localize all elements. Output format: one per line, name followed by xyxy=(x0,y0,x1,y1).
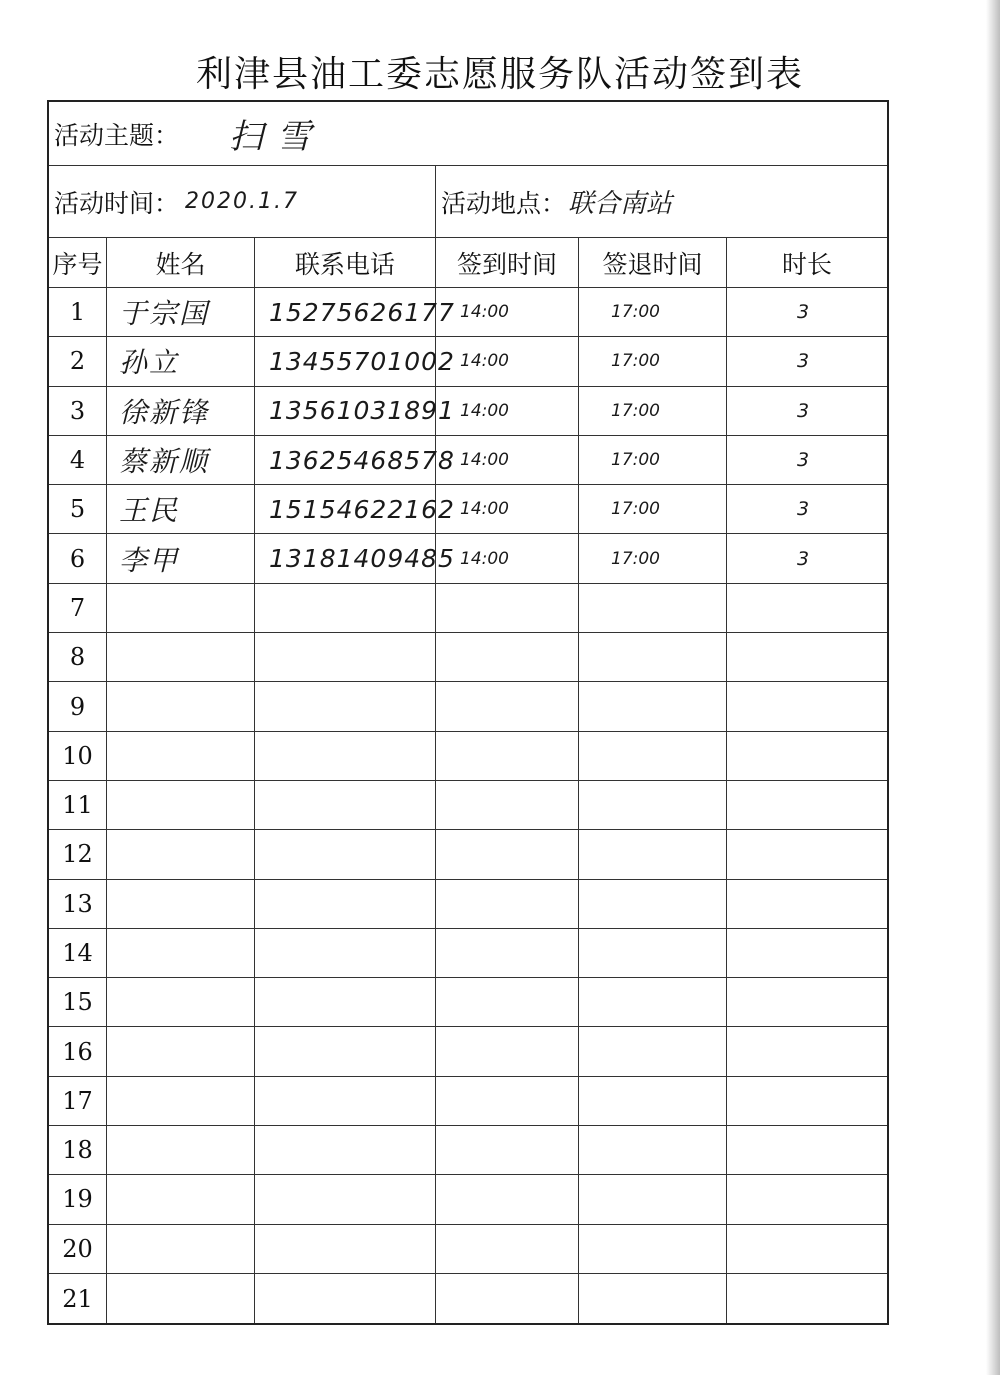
place-label: 活动地点： xyxy=(441,188,567,218)
row-checkout xyxy=(579,584,727,632)
row-duration: 3 xyxy=(797,449,810,472)
row-name xyxy=(107,1175,255,1223)
place-value: 联合南站 xyxy=(568,189,673,219)
row-duration xyxy=(727,830,887,878)
table-row xyxy=(49,1225,887,1274)
table-body xyxy=(49,288,887,1323)
row-checkout xyxy=(579,633,727,681)
header-phone: 联系电话 xyxy=(255,238,436,287)
row-number: 21 xyxy=(49,1274,107,1323)
row-checkin: 14:00 xyxy=(436,288,579,336)
row-number: 11 xyxy=(49,781,107,829)
row-number: 13 xyxy=(49,880,107,928)
time-cell xyxy=(49,166,436,237)
row-checkin xyxy=(436,1274,579,1323)
table-row xyxy=(49,1126,887,1175)
row-name xyxy=(107,682,255,730)
row-duration xyxy=(727,1126,887,1174)
row-checkout xyxy=(579,880,727,928)
row-duration xyxy=(727,1027,887,1075)
row-phone xyxy=(255,880,436,928)
row-checkin xyxy=(436,732,579,780)
row-phone xyxy=(255,978,436,1026)
row-name xyxy=(107,929,255,977)
row-checkin xyxy=(436,830,579,878)
topic-value: 扫雪 xyxy=(229,117,326,157)
table-row xyxy=(49,682,887,731)
row-duration: 3 xyxy=(797,399,810,422)
place-cell xyxy=(436,166,887,237)
row-name xyxy=(107,1126,255,1174)
row-duration xyxy=(727,1175,887,1223)
row-phone xyxy=(255,584,436,632)
row-name xyxy=(107,1077,255,1125)
form-title: 利津县油工委志愿服务队活动签到表 xyxy=(195,54,804,95)
row-duration xyxy=(727,978,887,1026)
row-checkout xyxy=(579,1175,727,1223)
row-duration xyxy=(727,929,887,977)
row-duration xyxy=(727,781,887,829)
row-number: 9 xyxy=(49,682,107,730)
table-row xyxy=(49,1175,887,1224)
table-row xyxy=(49,584,887,633)
row-checkin xyxy=(436,929,579,977)
row-name xyxy=(107,880,255,928)
row-checkin xyxy=(436,584,579,632)
time-place-row xyxy=(49,166,887,238)
row-number: 2 xyxy=(49,337,107,385)
scan-edge-shadow xyxy=(986,0,1000,1375)
header-no: 序号 xyxy=(49,238,107,287)
row-checkin xyxy=(436,1126,579,1174)
row-number: 19 xyxy=(49,1175,107,1223)
row-checkin xyxy=(436,1175,579,1223)
row-checkout: 17:00 xyxy=(579,534,727,582)
header-checkin: 签到时间 xyxy=(436,238,579,287)
table-row xyxy=(49,781,887,830)
row-checkin xyxy=(436,880,579,928)
row-checkin xyxy=(436,978,579,1026)
row-phone: 13561031891 xyxy=(255,387,436,435)
table-row xyxy=(49,1274,887,1323)
table-row xyxy=(49,633,887,682)
header-name: 姓名 xyxy=(107,238,255,287)
row-checkin: 14:00 xyxy=(436,485,579,533)
row-name: 孙立 xyxy=(107,337,255,385)
row-duration xyxy=(727,1225,887,1273)
row-number: 16 xyxy=(49,1027,107,1075)
row-number: 14 xyxy=(49,929,107,977)
row-number: 7 xyxy=(49,584,107,632)
row-duration xyxy=(727,584,887,632)
signin-sheet xyxy=(47,100,889,1325)
row-phone: 13625468578 xyxy=(255,436,436,484)
row-checkin xyxy=(436,1027,579,1075)
row-duration: 3 xyxy=(797,350,810,373)
table-row xyxy=(49,732,887,781)
row-phone: 13455701002 xyxy=(255,337,436,385)
row-phone xyxy=(255,1077,436,1125)
row-checkout xyxy=(579,1225,727,1273)
row-name xyxy=(107,732,255,780)
row-checkout xyxy=(579,1126,727,1174)
topic-row xyxy=(49,102,887,166)
row-checkout: 17:00 xyxy=(579,485,727,533)
row-checkout xyxy=(579,781,727,829)
row-duration xyxy=(727,633,887,681)
row-name xyxy=(107,633,255,681)
row-duration xyxy=(727,1077,887,1125)
row-duration xyxy=(727,732,887,780)
row-name xyxy=(107,1225,255,1273)
row-number: 10 xyxy=(49,732,107,780)
row-number: 4 xyxy=(49,436,107,484)
row-number: 15 xyxy=(49,978,107,1026)
row-checkin: 14:00 xyxy=(436,337,579,385)
row-number: 8 xyxy=(49,633,107,681)
row-phone xyxy=(255,732,436,780)
row-checkin: 14:00 xyxy=(436,534,579,582)
row-name xyxy=(107,830,255,878)
row-name: 于宗国 xyxy=(107,288,255,336)
row-name xyxy=(107,1274,255,1323)
table-row xyxy=(49,337,887,386)
row-name: 王民 xyxy=(107,485,255,533)
row-phone xyxy=(255,1175,436,1223)
row-phone: 15275626177 xyxy=(255,288,436,336)
time-value: 2020.1.7 xyxy=(185,189,299,214)
row-checkin xyxy=(436,682,579,730)
row-checkout: 17:00 xyxy=(579,288,727,336)
row-duration xyxy=(727,1274,887,1323)
row-checkin xyxy=(436,1225,579,1273)
table-row xyxy=(49,485,887,534)
row-phone xyxy=(255,682,436,730)
row-number: 17 xyxy=(49,1077,107,1125)
row-checkout xyxy=(579,929,727,977)
topic-label: 活动主题： xyxy=(54,120,180,150)
row-duration: 3 xyxy=(797,301,810,324)
row-phone: 15154622162 xyxy=(255,485,436,533)
row-name xyxy=(107,978,255,1026)
row-checkout: 17:00 xyxy=(579,387,727,435)
header-duration: 时长 xyxy=(781,249,832,279)
row-checkin xyxy=(436,633,579,681)
row-phone xyxy=(255,1225,436,1273)
table-row xyxy=(49,1027,887,1076)
row-checkin: 14:00 xyxy=(436,436,579,484)
row-number: 5 xyxy=(49,485,107,533)
row-phone xyxy=(255,1027,436,1075)
row-number: 12 xyxy=(49,830,107,878)
table-row xyxy=(49,978,887,1027)
row-name xyxy=(107,584,255,632)
row-name: 徐新锋 xyxy=(107,387,255,435)
table-row xyxy=(49,387,887,436)
row-checkout: 17:00 xyxy=(579,337,727,385)
row-checkout xyxy=(579,1027,727,1075)
row-phone xyxy=(255,633,436,681)
row-phone: 13181409485 xyxy=(255,534,436,582)
row-checkin: 14:00 xyxy=(436,387,579,435)
row-duration xyxy=(727,682,887,730)
table-row xyxy=(49,1077,887,1126)
row-phone xyxy=(255,830,436,878)
row-name xyxy=(107,1027,255,1075)
table-row xyxy=(49,830,887,879)
row-number: 18 xyxy=(49,1126,107,1174)
time-label: 活动时间： xyxy=(54,188,180,218)
row-checkout: 17:00 xyxy=(579,436,727,484)
table-row xyxy=(49,929,887,978)
row-checkout xyxy=(579,1274,727,1323)
row-name: 蔡新顺 xyxy=(107,436,255,484)
row-number: 20 xyxy=(49,1225,107,1273)
row-checkout xyxy=(579,830,727,878)
table-row xyxy=(49,880,887,929)
row-duration xyxy=(727,880,887,928)
table-row xyxy=(49,436,887,485)
row-phone xyxy=(255,1126,436,1174)
row-checkout xyxy=(579,978,727,1026)
row-duration: 3 xyxy=(797,547,810,570)
row-checkout xyxy=(579,682,727,730)
row-number: 3 xyxy=(49,387,107,435)
header-checkout: 签退时间 xyxy=(579,238,727,287)
table-row xyxy=(49,288,887,337)
row-phone xyxy=(255,929,436,977)
row-name xyxy=(107,781,255,829)
row-number: 6 xyxy=(49,534,107,582)
topic-cell xyxy=(49,102,887,165)
table-row xyxy=(49,534,887,583)
row-name: 李甲 xyxy=(107,534,255,582)
row-duration: 3 xyxy=(797,498,810,521)
row-phone xyxy=(255,781,436,829)
table-header-row xyxy=(49,238,887,288)
row-checkout xyxy=(579,1077,727,1125)
row-checkin xyxy=(436,1077,579,1125)
row-phone xyxy=(255,1274,436,1323)
row-number: 1 xyxy=(49,288,107,336)
row-checkin xyxy=(436,781,579,829)
row-checkout xyxy=(579,732,727,780)
